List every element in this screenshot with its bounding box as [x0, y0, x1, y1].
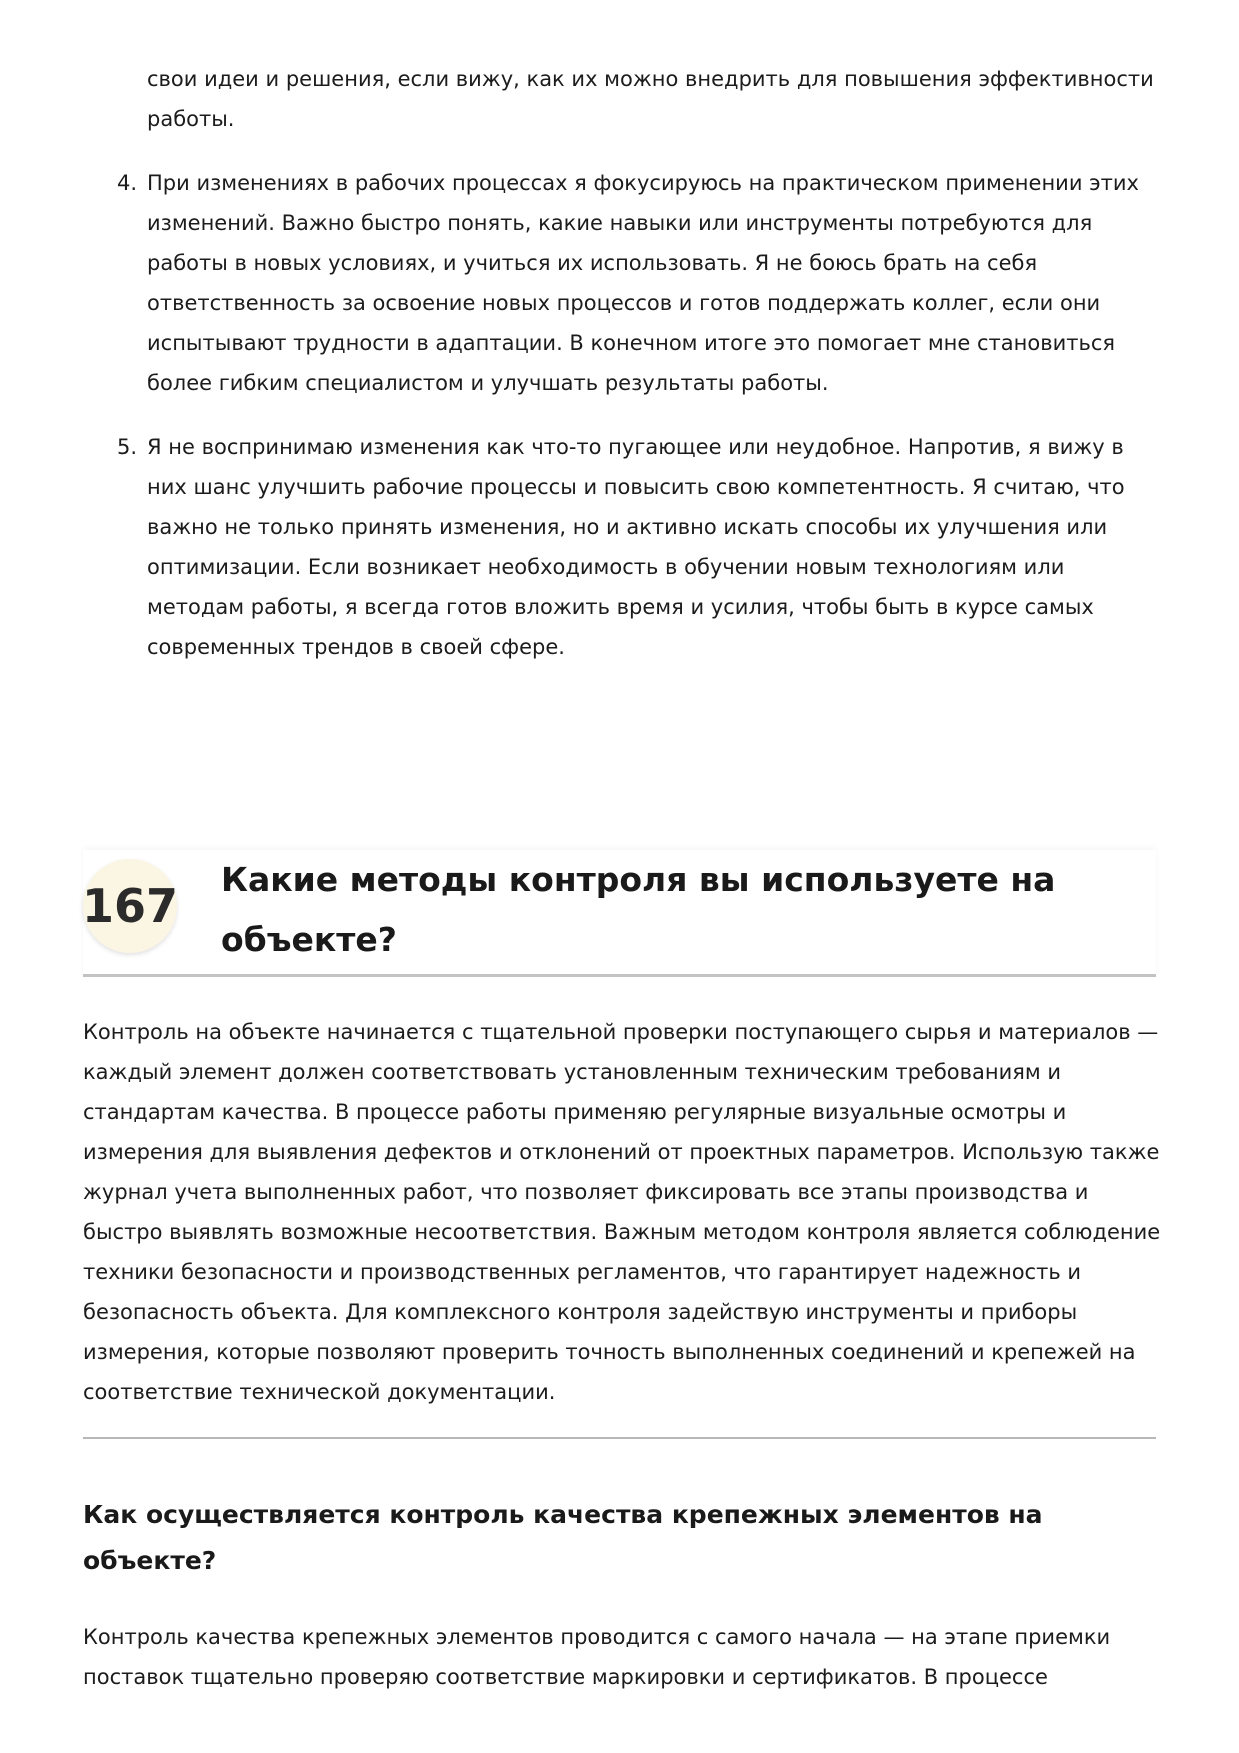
question-title: Какие методы контроля вы используете на объекте?: [221, 860, 1056, 959]
list-item: [117, 427, 1162, 667]
section-divider: [83, 1437, 1156, 1439]
subquestion-answer: Контроль качества крепежных элементов проводится с самого начала — на этапе приемки поставок тщательно проверяю соответствие маркировки и сертификатов. В процессе: [83, 1625, 1111, 1689]
question-header: [83, 850, 1156, 977]
list-item-text: Я не воспринимаю изменения как что-то пугающее или неудобное. Напротив, я вижу в них шанс улучшить рабочие процессы и повысить свою компетентность. Я считаю, что важно не только принять изменения, но и активно искать способы их улучшения или оптимизации. Если возникает необходимость в обучении новым технологиям или методам работы, я всегда готов вложить время и усилия, чтобы быть в курсе самых современных трендов в своей сфере.: [147, 435, 1125, 659]
list-item-continuation: [117, 59, 1162, 139]
list-item-text: При изменениях в рабочих процессах я фокусируюсь на практическом применении этих изменений. Важно быстро понять, какие навыки или инструменты потребуются для работы в новых условиях, и учиться их использовать. Я не боюсь брать на себя ответственность за освоение новых процессов и готов поддержать коллег, если они испытывают трудности в адаптации. В конечном итоге это помогает мне становиться более гибким специалистом и улучшать результаты работы.: [147, 171, 1139, 395]
subquestion-title: Как осуществляется контроль качества крепежных элементов на объекте?: [83, 1500, 1043, 1575]
list-item-text: свои идеи и решения, если вижу, как их можно внедрить для повышения эффективности работы.: [147, 67, 1154, 131]
list-item-number: 5.: [117, 435, 138, 459]
question-number-badge: 167: [83, 859, 177, 953]
list-item-number: 4.: [117, 171, 138, 195]
list-item: [117, 163, 1162, 403]
question-answer: Контроль на объекте начинается с тщательной проверки поступающего сырья и материалов — каждый элемент должен соответствовать установленным техническим требованиям и стандартам качества. В процессе работы применяю регулярные визуальные осмотры и измерения для выявления дефектов и отклонений от проектных параметров. Использую также журнал учета выполненных работ, что позволяет фиксировать все этапы производства и быстро выявлять возможные несоответствия. Важным методом контроля является соблюдение техники безопасности и производственных регламентов, что гарантирует надежность и безопасность объекта. Для комплексного контроля задействую инструменты и приборы измерения, которые позволяют проверить точность выполненных соединений и крепежей на соответствие технической документации.: [83, 1020, 1161, 1404]
numbered-list: [117, 59, 1162, 691]
